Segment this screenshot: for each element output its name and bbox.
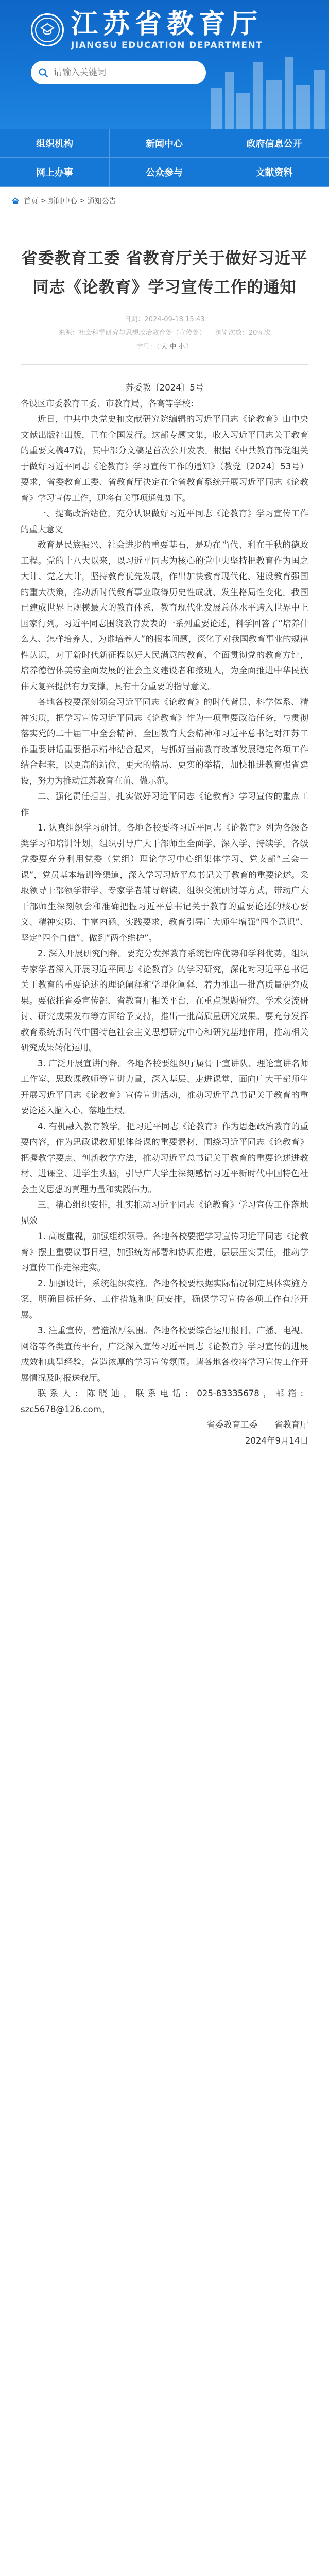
article-title: 省委教育工委 省教育厅关于做好习近平同志《论教育》学习宣传工作的通知	[21, 249, 308, 297]
article-paragraph: 2. 加强设计，系统组织实施。各地各校要根据实际情况制定具体实施方案，明确目标任务、工作措施和时间安排，确保学习宣传各项工作有序开展。	[21, 1278, 308, 1320]
article-paragraph: 3. 注重宣传，营造浓厚氛围。各地各校要综合运用报刊、广播、电视、网络等各类宣传平台，广泛深入宣传习近平同志《论教育》学习宣传的进展成效和典型经验，营造浓厚的学习宣传氛围。请各地各校将学习宣传工作开展情况及时报送我厅。	[21, 1326, 308, 1383]
article-body	[21, 380, 308, 1449]
site-header	[0, 0, 329, 129]
article-paragraph: 省委教育工委 省教育厅	[206, 1420, 308, 1430]
font-size-control: 字号：（ 大 中 小 ）	[136, 343, 193, 351]
article-paragraph: 1. 高度重视，加强组织领导。各地各校要把学习宣传习近平同志《论教育》摆上重要议事日程，加强统筹部署和协调推进，层层压实责任，推动学习宣传工作走深走实。	[21, 1231, 308, 1273]
article-paragraph: 1. 认真组织学习研讨。各地各校要将习近平同志《论教育》列为各级各类学习和培训计划，组织引导广大干部师生全面学、深入学、持续学。各级党委要充分利用党委（党组）理论学习中心组集体学习、党支部“三会一课”，党员基本培训等渠道，深入学习习近平总书记关于教育的重要论述。采取领导干部领学带学、专家学者辅导解读、组织交流研讨等方式，带动广大干部师生深刻领会和准确把握习近平总书记关于教育的重要论述的核心要义、精神实质、丰富内涵、实践要求，教育引导广大师生增强“四个意识”、坚定“四个自信”、做到“两个维护”。	[21, 823, 308, 943]
source-label: 来源：	[58, 329, 79, 337]
nav-item-news[interactable]: 新闻中心	[110, 129, 219, 158]
search-bar	[31, 61, 206, 84]
article-paragraph: 苏委教〔2024〕5号	[125, 383, 204, 393]
article-paragraph: 3. 广泛开展宣讲阐释。各地各校要组织厅属骨干宣讲队、理论宣讲名师工作室、思政课教师等宣讲力量，深入基层、走进课堂，面向广大干部师生开展习近平同志《论教育》宣传宣讲活动，推动习近平总书记关于教育的重要论述入脑入心、落地生根。	[21, 1058, 308, 1115]
search-input[interactable]	[54, 67, 198, 78]
article-paragraph: 2. 深入开展研究阐释。要充分发挥教育系统智库优势和学科优势，组织专家学者深入开展习近平同志《论教育》的学习研究，深化对习近平总书记关于教育的重要论述的理论阐释和学理化阐释，着力推出一批高质量研究成果。要依托省委宣传部、省教育厅相关平台，在重点课题研究、学术交流研讨、研究成果发布等方面给予支持，推出一批高质量研究成果。要充分发挥教育系统新时代中国特色社会主义思想研究中心和研究基地作用，推动相关研究成果转化运用。	[21, 948, 308, 1053]
site-name-en: JIANGSU EDUCATION DEPARTMENT	[71, 40, 263, 50]
skyline-decoration	[205, 41, 329, 129]
site-name-cn: 江苏省教育厅	[71, 8, 263, 40]
nav-item-online-service[interactable]: 网上办事	[0, 158, 110, 187]
article-meta	[21, 313, 308, 340]
article-paragraph: 各地各校要深刻领会习近平同志《论教育》的时代背景、科学体系、精神实质，把学习宣传习近平同志《论教育》作为一项重要政治任务，与贯彻落实党的二十届三中全会精神、全国教育大会精神和习近平总书记对江苏工作重要讲话重要指示精神结合起来，与抓好当前教育改革发展稳定各项工作结合起来，以更高的站位、更大的格局、更实的举措，加快推进教育强省建设，努力为推动江苏教育在前、做示范。	[21, 697, 308, 786]
nav-item-documents[interactable]: 文献资料	[219, 158, 329, 187]
article-paragraph: 一、提高政治站位，充分认识做好习近平同志《论教育》学习宣传工作的重大意义	[21, 509, 308, 534]
breadcrumb-home[interactable]: 首页	[24, 197, 38, 206]
main-nav	[0, 129, 329, 187]
divider	[21, 364, 308, 365]
breadcrumb-news[interactable]: 新闻中心	[48, 197, 77, 206]
education-emblem-icon	[31, 13, 64, 46]
breadcrumb-separator: >	[40, 196, 46, 205]
article-paragraph: 各设区市委教育工委、市教育局，各高等学校：	[21, 398, 199, 409]
font-size-medium[interactable]: 中	[169, 343, 177, 351]
font-size-label: 字号：	[136, 343, 157, 351]
home-icon	[11, 197, 20, 205]
site-logo[interactable]	[31, 9, 263, 50]
search-icon[interactable]	[38, 67, 48, 78]
article-paragraph: 近日，中共中央党史和文献研究院编辑的习近平同志《论教育》由中央文献出版社出版，已在全国发行。这部专题文集，收入习近平同志关于教育的重要文稿47篇，其中部分文稿是首次公开发表。根据《中共教育部党组关于做好习近平同志《论教育》学习宣传工作的通知》（教党〔2024〕53号）要求，省委教育工委、省教育厅决定在全省教育系统开展习近平同志《论教育》学习宣传工作，现将有关事项通知如下。	[21, 414, 308, 503]
article-source: 社会科学研究与思想政治教育处（宣传处）	[78, 329, 206, 337]
font-size-large[interactable]: 大	[161, 343, 168, 351]
article-paragraph: 4. 有机融入教育教学。把习近平同志《论教育》作为思想政治教育的重要内容，作为思政课教师集体备课的重要素材，围绕习近平同志《论教育》把握教学要点、创新教学方法，推动习近平总书记关于教育的重要论述进教材、进课堂、进学生头脑，引导广大学生深刻感悟习近平新时代中国特色社会主义思想的真理力量和实践伟力。	[21, 1121, 308, 1194]
article-paragraph: 2024年9月14日	[245, 1435, 308, 1446]
article-paragraph: 三、精心组织安排，扎实推动习近平同志《论教育》学习宣传工作落地见效	[21, 1200, 308, 1226]
breadcrumb-separator: >	[79, 196, 85, 205]
nav-item-gov-info[interactable]: 政府信息公开	[219, 129, 329, 158]
breadcrumb	[0, 187, 329, 215]
nav-item-organization[interactable]: 组织机构	[0, 129, 110, 158]
article-date: 2024-09-18 15:43	[144, 316, 205, 324]
article	[0, 215, 329, 1480]
font-size-small[interactable]: 小	[178, 343, 185, 351]
article-paragraph: 教育是民族振兴、社会进步的重要基石，是功在当代、利在千秋的德政工程。党的十八大以来，以习近平同志为核心的党中央坚持把教育作为国之大计、党之大计，坚持教育优先发展，作出加快教育现代化、建设教育强国的重大决策，推动新时代教育事业取得历史性成就、发生格局性变化。我国已建成世界上规模最大的教育体系，教育现代化发展总体水平跨入世界中上国家行列。习近平同志围绕教育发表的一系列重要论述，科学回答了“培养什么人、怎样培养人、为谁培养人”的根本问题，深化了对我国教育事业的规律性认识，对于新时代新征程以好人民满意的教育、全面贯彻党的教育方针，培养德智体美劳全面发展的社会主义建设者和接班人，为全面推进中华民族伟大复兴提供有力支撑，具有十分重要的指导意义。	[21, 540, 308, 691]
article-paragraph: 联系人：陈晓迪，联系电话：025-83335678，邮箱：szc5678@126.com。	[21, 1388, 308, 1414]
article-paragraph: 二、强化责任担当，扎实做好习近平同志《论教育》学习宣传的重点工作	[21, 791, 308, 817]
date-label: 日期：	[124, 316, 145, 324]
nav-item-public-participation[interactable]: 公众参与	[110, 158, 219, 187]
views-label: 浏览次数：	[215, 329, 249, 337]
article-views: 20％次	[248, 329, 271, 337]
breadcrumb-current[interactable]: 通知公告	[87, 197, 116, 206]
